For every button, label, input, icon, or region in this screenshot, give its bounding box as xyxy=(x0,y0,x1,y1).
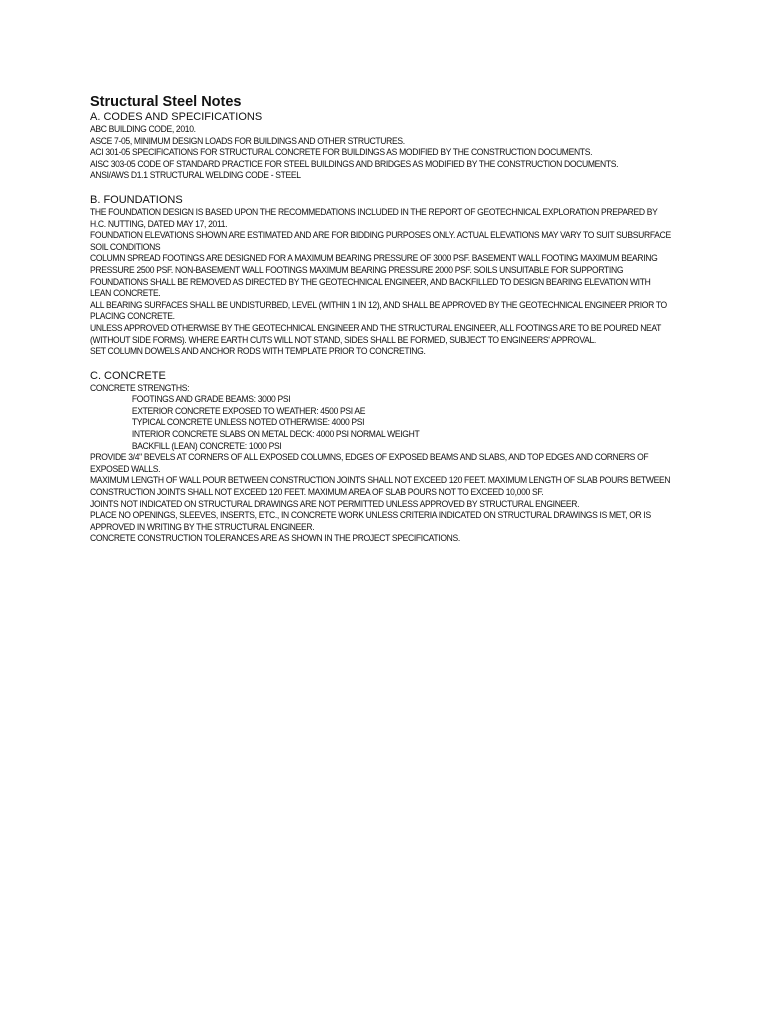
note-line: ABC BUILDING CODE, 2010. xyxy=(90,124,196,134)
note-line: UNLESS APPROVED OTHERWISE BY THE GEOTECHNICAL ENGINEER AND THE STRUCTURAL ENGINEER, ALL FOOTINGS ARE TO BE POURED NEAT (WITHOUT SIDE FORMS). WHERE EARTH CUTS WILL NOT STAND, SIDES SHALL BE FORMED, SUBJECT TO ENGINEERS' APPROVAL. xyxy=(90,322,661,345)
note-line: ACI 301-05 SPECIFICATIONS FOR STRUCTURAL CONCRETE FOR BUILDINGS AS MODIFIED BY THE CONSTRUCTION DOCUMENTS. xyxy=(90,147,593,158)
section-heading: A. CODES AND SPECIFICATIONS xyxy=(90,111,263,123)
section-concrete xyxy=(90,370,690,545)
note-line: ANSI/AWS D1.1 STRUCTURAL WELDING CODE - STEEL xyxy=(90,170,301,181)
note-line: ASCE 7-05, MINIMUM DESIGN LOADS FOR BUILDINGS AND OTHER STRUCTURES. xyxy=(90,135,405,146)
strength-item: EXTERIOR CONCRETE EXPOSED TO WEATHER: 4500 PSI AE xyxy=(131,405,366,416)
section-lines xyxy=(90,383,690,545)
note-line: AISC 303-05 CODE OF STANDARD PRACTICE FOR STEEL BUILDINGS AND BRIDGES AS MODIFIED BY THE CONSTRUCTION DOCUMENTS. xyxy=(90,158,619,169)
note-line: THE FOUNDATION DESIGN IS BASED UPON THE RECOMMEDATIONS INCLUDED IN THE REPORT OF GEOTECHNICAL EXPLORATION PREPARED BY H.C. NUTTING, DATED MAY 17, 2011. xyxy=(90,206,658,229)
section-heading: B. FOUNDATIONS xyxy=(90,193,183,206)
strength-item: BACKFILL (LEAN) CONCRETE: 1000 PSI xyxy=(131,440,282,451)
note-line: CONCRETE CONSTRUCTION TOLERANCES ARE AS SHOWN IN THE PROJECT SPECIFICATIONS. xyxy=(90,533,460,544)
section-lines xyxy=(90,124,690,182)
note-line: COLUMN SPREAD FOOTINGS ARE DESIGNED FOR A MAXIMUM BEARING PRESSURE OF 3000 PSF. BASEMENT WALL FOOTING MAXIMUM BEARING PRESSURE 2500 PSF. NON-BASEMENT WALL FOOTINGS MAXIMUM BEARING PRESSURE 2000 PSF. SOILS UNSUITABLE FOR SUPPORTING FOUNDATIONS SHALL BE REMOVED AS DIRECTED BY THE GEOTECHNICAL ENGINEER, AND BACKFILLED TO DESIGN BEARING ELEVATION WITH LEAN CONCRETE. xyxy=(90,253,658,299)
document-page xyxy=(90,94,690,557)
concrete-strengths-label: CONCRETE STRENGTHS: xyxy=(90,382,190,393)
note-line: FOUNDATION ELEVATIONS SHOWN ARE ESTIMATED AND ARE FOR BIDDING PURPOSES ONLY. ACTUAL ELEVATIONS MAY VARY TO SUIT SUBSURFACE SOIL CONDITIONS xyxy=(90,230,671,252)
strength-item: TYPICAL CONCRETE UNLESS NOTED OTHERWISE: 4000 PSI xyxy=(131,417,365,428)
section-lines xyxy=(90,207,690,358)
note-line: MAXIMUM LENGTH OF WALL POUR BETWEEN CONSTRUCTION JOINTS SHALL NOT EXCEED 120 FEET. MAXIMUM LENGTH OF SLAB POURS BETWEEN CONSTRUCTION JOINTS SHALL NOT EXCEED 120 FEET. MAXIMUM AREA OF SLAB POURS NOT TO EXCEED 10,000 SF. xyxy=(90,475,671,498)
section-foundations xyxy=(90,194,690,358)
note-line: PLACE NO OPENINGS, SLEEVES, INSERTS, ETC., IN CONCRETE WORK UNLESS CRITERIA INDICATED ON STRUCTURAL DRAWINGS IS MET, OR IS APPROVED IN WRITING BY THE STRUCTURAL ENGINEER. xyxy=(90,510,651,532)
strength-item: INTERIOR CONCRETE SLABS ON METAL DECK: 4000 PSI NORMAL WEIGHT xyxy=(131,429,420,440)
section-heading: C. CONCRETE xyxy=(90,369,166,382)
note-line: ALL BEARING SURFACES SHALL BE UNDISTURBED, LEVEL (WITHIN 1 IN 12), AND SHALL BE APPROVED BY THE GEOTECHNICAL ENGINEER PRIOR TO PLACING CONCRETE. xyxy=(90,299,667,322)
note-line: JOINTS NOT INDICATED ON STRUCTURAL DRAWINGS ARE NOT PERMITTED UNLESS APPROVED BY STRUCTURAL ENGINEER. xyxy=(90,498,580,509)
note-line: SET COLUMN DOWELS AND ANCHOR RODS WITH TEMPLATE PRIOR TO CONCRETING. xyxy=(90,346,426,357)
page-title: Structural Steel Notes xyxy=(90,94,242,110)
note-line: PROVIDE 3/4" BEVELS AT CORNERS OF ALL EXPOSED COLUMNS, EDGES OF EXPOSED BEAMS AND SLABS, AND TOP EDGES AND CORNERS OF EXPOSED WALLS. xyxy=(90,452,649,474)
section-codes-and-specifications xyxy=(90,111,690,182)
strength-item: FOOTINGS AND GRADE BEAMS: 3000 PSI xyxy=(131,394,291,405)
